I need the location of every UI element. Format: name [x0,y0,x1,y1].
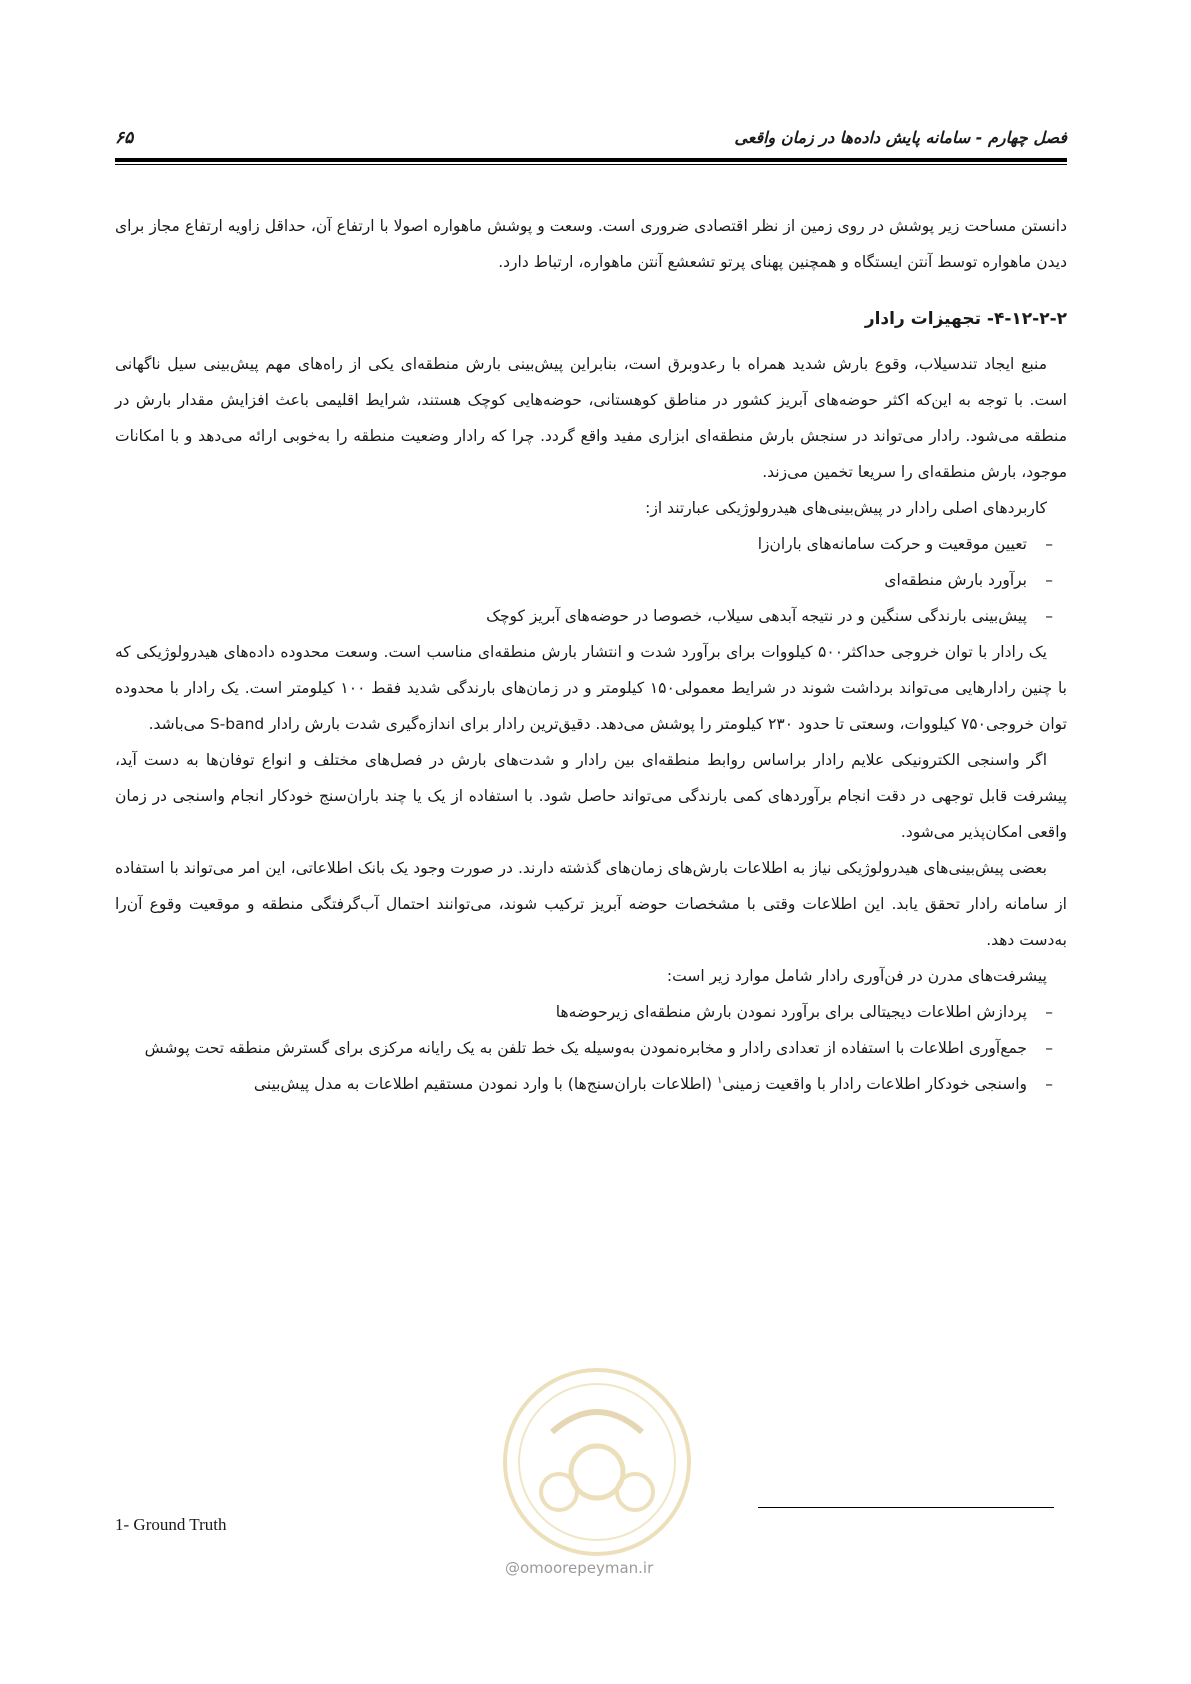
list-item [115,1066,1067,1102]
watermark-logo [497,1362,697,1562]
header-rule-thick [115,158,1067,162]
paragraph: پیشرفت‌های مدرن در فن‌آوری رادار شامل موارد زیر است: [666,967,1047,985]
watermark-site: @omoorepeyman.ir [505,1559,654,1577]
page-header [115,128,1067,154]
list-item-text: واسنجی خودکار اطلاعات رادار با واقعیت زمینی [722,1075,1027,1093]
list-item: – پیش‌بینی بارندگی سنگین و در نتیجه آبدهی سیلاب، خصوصا در حوضه‌های آبریز کوچک [115,598,1067,634]
list-item: – برآورد بارش منطقه‌ای [115,562,1067,598]
paragraph: کاربردهای اصلی رادار در پیش‌بینی‌های هیدرولوژیکی عبارتند از: [645,499,1047,517]
paragraph: اگر واسنجی الکترونیکی علایم رادار براساس روابط منطقه‌ای بین رادار و شدت‌های بارش در فصل‌های مختلف و انواع توفان‌ها به دست آید، پیشرفت قابل توجهی در دقت انجام برآوردهای کمی بارندگی می‌تواند حاصل شود. با استفاده از یک یا چند باران‌سنج خودکار انجام واسنجی در زمان واقعی امکان‌پذیر می‌شود. [115,751,1067,841]
page-body [115,208,1067,1102]
list-item-text: (اطلاعات باران‌سنج‌ها) با وارد نمودن مستقیم اطلاعات به مدل پیش‌بینی [253,1075,717,1093]
paragraph-intro: دانستن مساحت زیر پوشش در روی زمین از نظر اقتصادی ضروری است. وسعت و پوشش ماهواره اصولا با ارتفاع آن، حداقل زاویه ارتفاع مجاز برای دیدن ماهواره توسط آنتن ایستگاه و همچنین پهنای پرتو تشعشع آنتن ماهواره، ارتباط دارد. [115,217,1067,271]
page-number: ۶۵ [115,128,134,148]
list-item: – جمع‌آوری اطلاعات با استفاده از تعدادی رادار و مخابره‌نمودن به‌وسیله یک خط تلفن به یک رایانه مرکزی برای گسترش منطقه تحت پوشش [115,1030,1067,1066]
list-item: – پردازش اطلاعات دیجیتالی برای برآورد نمودن بارش منطقه‌ای زیرحوضه‌ها [115,994,1067,1030]
footnote-divider [758,1507,1054,1508]
header-rule-thin [115,164,1067,165]
chapter-title: فصل چهارم - سامانه پایش داده‌ها در زمان واقعی [734,128,1067,147]
paragraph: بعضی پیش‌بینی‌های هیدرولوژیکی نیاز به اطلاعات بارش‌های زمان‌های گذشته دارند. در صورت وجود یک بانک اطلاعاتی، این امر می‌تواند با استفاده از سامانه رادار تحقق یابد. این اطلاعات وقتی با مشخصات حوضه آبریز ترکیب شوند، می‌توانند احتمال آب‌گرفتگی منطقه و موقعیت وقوع آن‌را به‌دست دهد. [115,859,1067,949]
list-item: – تعیین موقعیت و حرکت سامانه‌های باران‌زا [115,526,1067,562]
section-heading: ۴-۱۲-۲-۲- تجهیزات رادار [864,309,1067,329]
footnote: 1- Ground Truth [115,1515,227,1534]
paragraph: یک رادار با توان خروجی حداکثر۵۰۰ کیلووات برای برآورد شدت و انتشار بارش منطقه‌ای مناسب است. وسعت محدوده داده‌های هیدرولوژیکی که با چنین رادارهایی می‌تواند برداشت شوند در شرایط معمولی۱۵۰ کیلومتر و در زمان‌های بارندگی شدید فقط ۱۰۰ کیلومتر است. یک رادار با محدوده توان خروجی۷۵۰ کیلووات، وسعتی تا حدود ۲۳۰ کیلومتر را پوشش می‌دهد. دقیق‌ترین رادار برای اندازه‌گیری شدت بارش رادار S-band می‌باشد. [115,643,1068,733]
footnote-marker: ۱ [716,1074,723,1086]
paragraph: منبع ایجاد تندسیلاب، وقوع بارش شدید همراه با رعدوبرق است، بنابراین پیش‌بینی بارش منطقه‌ای یکی از راه‌های مهم پیش‌بینی سیل ناگهانی است. با توجه به این‌که اکثر حوضه‌های آبریز کشور در مناطق کوهستانی، حوضه‌هایی کوچک هستند، شرایط اقلیمی باعث افزایش مقدار بارش در منطقه می‌شود. رادار می‌تواند در سنجش بارش منطقه‌ای ابزاری مفید واقع گردد. چرا که رادار وضعیت منطقه را به‌خوبی ارائه می‌دهد و با امکانات موجود، بارش منطقه‌ای را سریعا تخمین می‌زند. [115,355,1067,481]
